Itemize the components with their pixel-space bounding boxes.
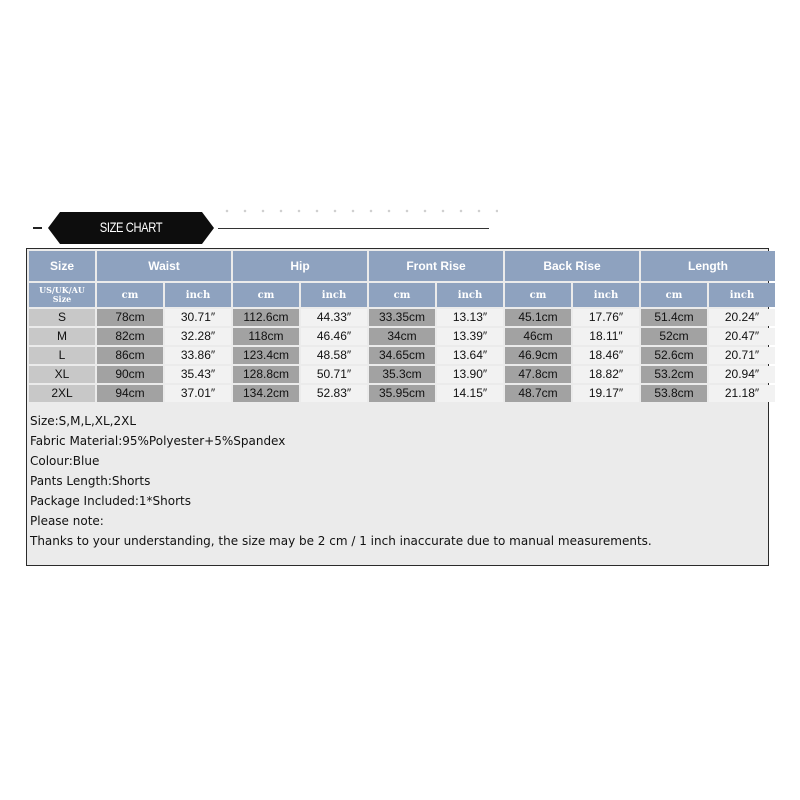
- size-header: Size: [29, 251, 95, 281]
- size-cell: M: [29, 328, 95, 345]
- inch-cell: 20.47″: [709, 328, 775, 345]
- inch-cell: 48.58″: [301, 347, 367, 364]
- cm-cell: 46cm: [505, 328, 571, 345]
- cm-cell: 35.95cm: [369, 385, 435, 402]
- table-row: [29, 366, 775, 383]
- header-row: [29, 251, 775, 281]
- inch-cell: 13.39″: [437, 328, 503, 345]
- size-rows: [29, 309, 775, 402]
- header-hip: Hip: [233, 251, 367, 281]
- cm-cell: 46.9cm: [505, 347, 571, 364]
- note-colour: Colour:Blue: [30, 454, 100, 468]
- inch-cell: 21.18″: [709, 385, 775, 402]
- inch-cell: 50.71″: [301, 366, 367, 383]
- cm-cell: 48.7cm: [505, 385, 571, 402]
- inch-cell: 13.90″: [437, 366, 503, 383]
- cm-cell: 47.8cm: [505, 366, 571, 383]
- table-row: [29, 385, 775, 402]
- note-package: Package Included:1*Shorts: [30, 494, 191, 508]
- size-cell: L: [29, 347, 95, 364]
- cm-cell: 53.8cm: [641, 385, 707, 402]
- inch-cell: 17.76″: [573, 309, 639, 326]
- cm-cell: 33.35cm: [369, 309, 435, 326]
- cm-cell: 112.6cm: [233, 309, 299, 326]
- cm-cell: 90cm: [97, 366, 163, 383]
- inch-cell: 14.15″: [437, 385, 503, 402]
- inch-cell: 20.71″: [709, 347, 775, 364]
- inch-cell: 18.11″: [573, 328, 639, 345]
- cm-cell: 82cm: [97, 328, 163, 345]
- inch-cell: 18.82″: [573, 366, 639, 383]
- size-table: [27, 249, 777, 404]
- table-row: [29, 328, 775, 345]
- size-chart-banner: [0, 208, 800, 248]
- inch-cell: 33.86″: [165, 347, 231, 364]
- cm-cell: 35.3cm: [369, 366, 435, 383]
- cm-cell: 128.8cm: [233, 366, 299, 383]
- cm-cell: 45.1cm: [505, 309, 571, 326]
- unit-inch: inch: [573, 283, 639, 307]
- banner-dots: [218, 208, 498, 214]
- unit-inch: inch: [301, 283, 367, 307]
- banner-tag: [60, 212, 202, 244]
- inch-cell: 35.43″: [165, 366, 231, 383]
- size-cell: 2XL: [29, 385, 95, 402]
- header-back-rise: Back Rise: [505, 251, 639, 281]
- cm-cell: 86cm: [97, 347, 163, 364]
- cm-cell: 34.65cm: [369, 347, 435, 364]
- header-front-rise: Front Rise: [369, 251, 503, 281]
- cm-cell: 52.6cm: [641, 347, 707, 364]
- banner-title: SIZE CHART: [99, 219, 163, 235]
- inch-cell: 20.24″: [709, 309, 775, 326]
- size-cell: S: [29, 309, 95, 326]
- cm-cell: 134.2cm: [233, 385, 299, 402]
- note-pants-length: Pants Length:Shorts: [30, 474, 151, 488]
- note-sizes: Size:S,M,L,XL,2XL: [30, 414, 137, 428]
- inch-cell: 52.83″: [301, 385, 367, 402]
- cm-cell: 52cm: [641, 328, 707, 345]
- cm-cell: 34cm: [369, 328, 435, 345]
- size-cell: XL: [29, 366, 95, 383]
- unit-cm: cm: [641, 283, 707, 307]
- unit-cm: cm: [505, 283, 571, 307]
- inch-cell: 30.71″: [165, 309, 231, 326]
- unit-inch: inch: [709, 283, 775, 307]
- product-notes: [30, 411, 765, 551]
- unit-row: [29, 283, 775, 307]
- unit-cm: cm: [369, 283, 435, 307]
- table-row: [29, 309, 775, 326]
- note-please-note: Please note:: [30, 514, 104, 528]
- unit-inch: inch: [437, 283, 503, 307]
- cm-cell: 123.4cm: [233, 347, 299, 364]
- inch-cell: 32.28″: [165, 328, 231, 345]
- cm-cell: 78cm: [97, 309, 163, 326]
- cm-cell: 51.4cm: [641, 309, 707, 326]
- header-length: Length: [641, 251, 775, 281]
- header-waist: Waist: [97, 251, 231, 281]
- table-row: [29, 347, 775, 364]
- region-label: US/UK/AU Size: [29, 283, 95, 307]
- cm-cell: 118cm: [233, 328, 299, 345]
- size-chart: [26, 248, 769, 566]
- note-accuracy: Thanks to your understanding, the size may be 2 cm / 1 inch inaccurate due to manual measurements.: [30, 534, 652, 548]
- banner-dash: [33, 227, 42, 229]
- unit-cm: cm: [233, 283, 299, 307]
- unit-inch: inch: [165, 283, 231, 307]
- inch-cell: 46.46″: [301, 328, 367, 345]
- inch-cell: 19.17″: [573, 385, 639, 402]
- inch-cell: 18.46″: [573, 347, 639, 364]
- note-fabric: Fabric Material:95%Polyester+5%Spandex: [30, 434, 286, 448]
- inch-cell: 13.13″: [437, 309, 503, 326]
- inch-cell: 13.64″: [437, 347, 503, 364]
- cm-cell: 53.2cm: [641, 366, 707, 383]
- inch-cell: 44.33″: [301, 309, 367, 326]
- inch-cell: 37.01″: [165, 385, 231, 402]
- cm-cell: 94cm: [97, 385, 163, 402]
- unit-cm: cm: [97, 283, 163, 307]
- inch-cell: 20.94″: [709, 366, 775, 383]
- banner-rule: [218, 228, 489, 229]
